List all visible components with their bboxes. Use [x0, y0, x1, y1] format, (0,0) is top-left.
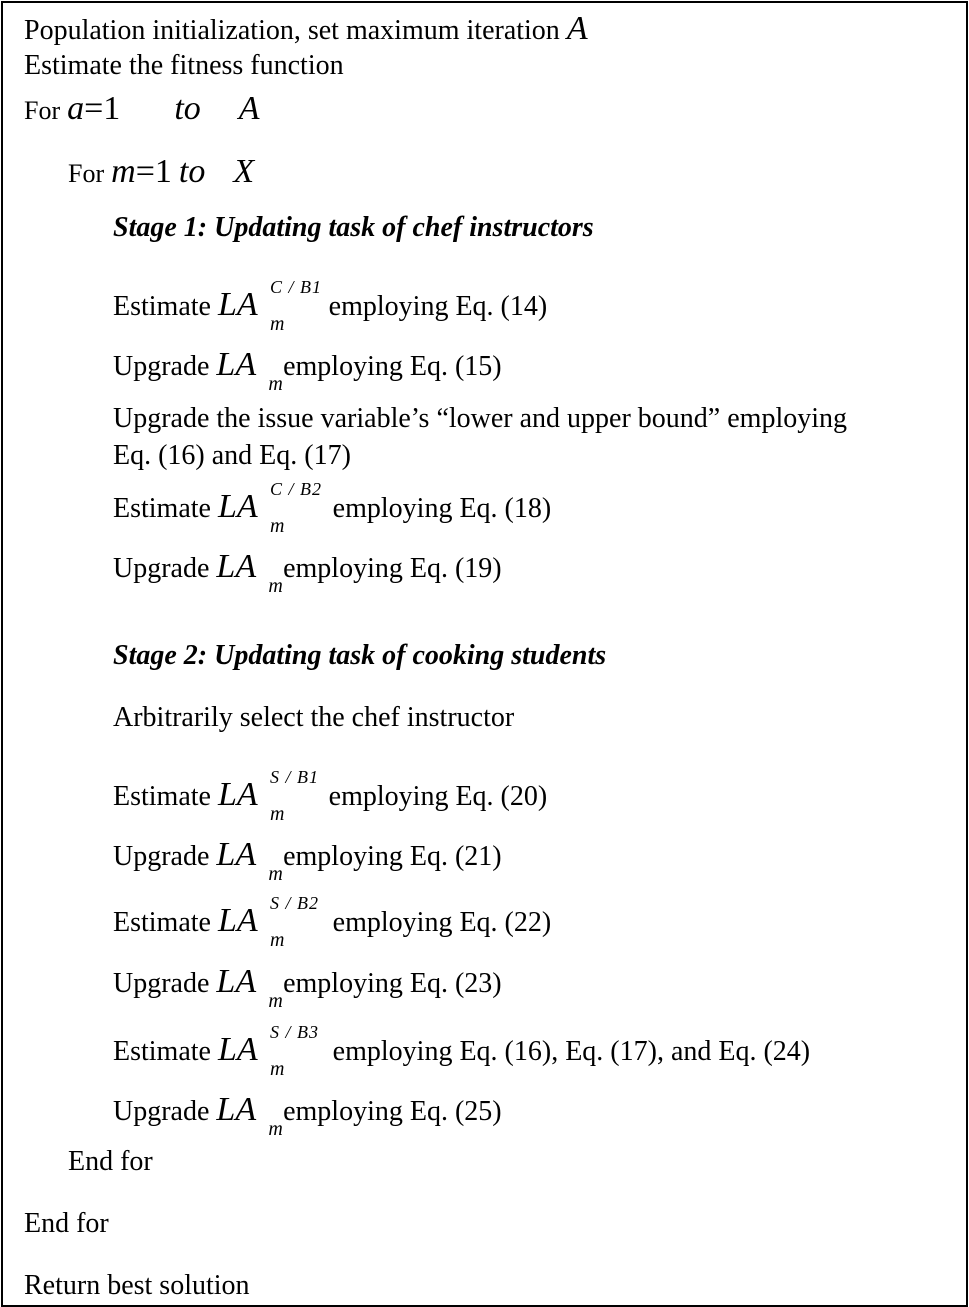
verb: Estimate — [113, 907, 211, 938]
init-text: Population initialization, set maximum iteration — [24, 15, 560, 46]
equation-ref: employing Eq. (19) — [283, 553, 502, 584]
la-symbol — [217, 479, 322, 537]
verb: Upgrade — [113, 351, 210, 382]
stage1-upgrade-19 — [113, 548, 502, 597]
stage1-estimate-cb2 — [113, 479, 552, 537]
subscript: m — [268, 575, 283, 597]
stage1-bounds-line2: Eq. (16) and Eq. (17) — [113, 440, 351, 471]
superscript: C / B2 — [269, 479, 322, 499]
subscript: m — [269, 515, 285, 537]
subscript: m — [269, 313, 285, 335]
equation-ref: employing Eq. (22) — [332, 907, 552, 938]
la-text: LA — [216, 346, 257, 383]
la-text: LA — [216, 963, 257, 1000]
subscript: m — [269, 1058, 285, 1080]
verb: Upgrade — [113, 1096, 210, 1127]
la-text: LA — [217, 902, 258, 939]
stage1-estimate-cb1 — [113, 277, 548, 335]
verb: Estimate — [113, 291, 211, 322]
la-text: LA — [217, 776, 258, 813]
la-symbol — [217, 767, 319, 825]
la-symbol — [217, 1022, 319, 1080]
subscript: m — [269, 929, 285, 951]
la-text: LA — [216, 548, 257, 585]
verb: Estimate — [113, 1036, 211, 1067]
fitness-line: Estimate the fitness function — [24, 50, 344, 81]
for-keyword: For — [68, 159, 105, 188]
la-symbol — [216, 836, 283, 885]
loop-start: =1 — [135, 153, 172, 190]
loop-end-A: A — [238, 90, 260, 127]
verb: Estimate — [113, 781, 211, 812]
superscript: S / B3 — [269, 1022, 319, 1042]
verb: Estimate — [113, 493, 211, 524]
la-text: LA — [216, 1091, 257, 1128]
stage2-estimate-sb3 — [113, 1022, 811, 1080]
max-iteration-var: A — [566, 10, 588, 47]
subscript: m — [269, 803, 285, 825]
stage2-upgrade-25 — [113, 1091, 502, 1140]
la-symbol — [216, 963, 283, 1012]
stage1-upgrade-15 — [113, 346, 502, 395]
loop-end-X: X — [233, 153, 255, 190]
stage2-upgrade-21 — [113, 836, 502, 885]
stage2-heading: Stage 2: Updating task of cooking students — [113, 640, 607, 671]
subscript: m — [268, 373, 283, 395]
la-text: LA — [217, 286, 258, 323]
loop-start: =1 — [84, 90, 121, 127]
equation-ref: employing Eq. (14) — [328, 291, 548, 322]
subscript: m — [268, 1118, 283, 1140]
superscript: S / B2 — [269, 893, 319, 913]
subscript: m — [268, 863, 283, 885]
inner-for-line — [68, 155, 254, 189]
superscript: S / B1 — [269, 767, 319, 787]
verb: Upgrade — [113, 553, 210, 584]
la-text: LA — [217, 1031, 258, 1068]
for-keyword: For — [24, 96, 61, 125]
end-inner-for: End for — [68, 1146, 153, 1177]
outer-for-line — [24, 92, 260, 126]
stage2-select-chef: Arbitrarily select the chef instructor — [113, 702, 515, 733]
la-text: LA — [216, 836, 257, 873]
la-symbol — [217, 893, 319, 951]
la-symbol — [216, 1091, 283, 1140]
equation-ref: employing Eq. (25) — [283, 1096, 502, 1127]
equation-ref: employing Eq. (16), Eq. (17), and Eq. (24) — [332, 1036, 811, 1067]
equation-ref: employing Eq. (20) — [328, 781, 548, 812]
equation-ref: employing Eq. (21) — [283, 841, 502, 872]
verb: Upgrade — [113, 968, 210, 999]
superscript: C / B1 — [269, 277, 322, 297]
init-line — [24, 12, 588, 46]
loop-var-m: m — [111, 153, 136, 190]
la-symbol — [216, 548, 283, 597]
la-text: LA — [217, 488, 258, 525]
la-symbol — [217, 277, 322, 335]
equation-ref: employing Eq. (15) — [283, 351, 502, 382]
to-keyword: to — [174, 90, 201, 127]
verb: Upgrade — [113, 841, 210, 872]
equation-ref: employing Eq. (23) — [283, 968, 502, 999]
return-line: Return best solution — [24, 1270, 250, 1301]
subscript: m — [268, 990, 283, 1012]
stage1-heading: Stage 1: Updating task of chef instructors — [113, 212, 594, 243]
stage2-upgrade-23 — [113, 963, 502, 1012]
to-keyword: to — [178, 153, 206, 190]
stage2-estimate-sb1 — [113, 767, 548, 825]
equation-ref: employing Eq. (18) — [332, 493, 552, 524]
la-symbol — [216, 346, 283, 395]
stage1-bounds-line1: Upgrade the issue variable’s “lower and upper bound” employing — [113, 403, 848, 434]
loop-var-a: a — [67, 90, 85, 127]
end-outer-for: End for — [24, 1208, 109, 1239]
stage2-estimate-sb2 — [113, 893, 552, 951]
